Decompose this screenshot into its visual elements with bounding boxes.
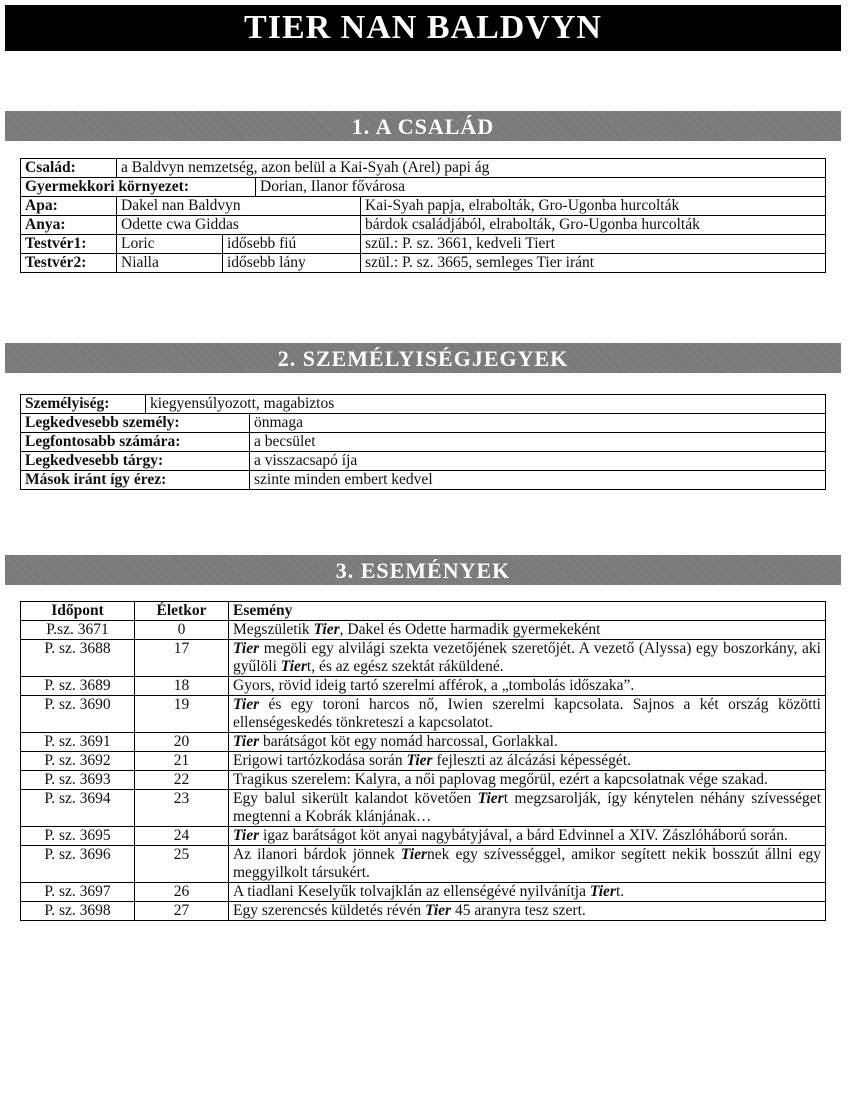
- personality-table: [20, 394, 826, 490]
- event-time: P. sz. 3697: [21, 883, 135, 902]
- event-description: [229, 771, 826, 790]
- event-age: 22: [135, 771, 229, 790]
- event-description: [229, 902, 826, 921]
- section-heading-events: 3. ESEMÉNYEK: [5, 555, 841, 585]
- event-description: [229, 733, 826, 752]
- event-name: Tier: [477, 790, 504, 807]
- table-row: [21, 254, 826, 273]
- section-heading-family: 1. A CSALÁD: [5, 111, 841, 141]
- event-description: [229, 696, 826, 733]
- table-row: [21, 621, 826, 640]
- csalad-label: Család:: [21, 159, 117, 178]
- table-row: [21, 827, 826, 846]
- anya-label: Anya:: [21, 216, 117, 235]
- event-name: Tier: [233, 640, 260, 657]
- section-heading-personality: 2. SZEMÉLYISÉGJEGYEK: [5, 343, 841, 373]
- legfontosabb-label: Legfontosabb számára:: [21, 433, 250, 452]
- event-description: [229, 846, 826, 883]
- csalad-value: a Baldvyn nemzetség, azon belül a Kai-Syah (Arel) papi ág: [117, 159, 826, 178]
- event-age: 23: [135, 790, 229, 827]
- event-description: [229, 827, 826, 846]
- table-row: [21, 677, 826, 696]
- event-name: Tier: [233, 827, 260, 844]
- family-table: [20, 158, 826, 273]
- event-description: [229, 883, 826, 902]
- table-row: [21, 433, 826, 452]
- page-title: TIER NAN BALDVYN: [5, 5, 841, 51]
- table-row: [21, 733, 826, 752]
- table-row: [21, 883, 826, 902]
- event-description: [229, 621, 826, 640]
- sibling1-name: Loric: [117, 235, 223, 254]
- sibling1-relation: idősebb fiú: [223, 235, 361, 254]
- sibling2-name: Nialla: [117, 254, 223, 273]
- table-row: [21, 235, 826, 254]
- table-row: [21, 159, 826, 178]
- event-age: 0: [135, 621, 229, 640]
- event-name: Tier: [233, 733, 260, 750]
- event-text: nek egy szívességgel, amikor segített nekik bosszút állni egy meggyilkolt társukért.: [233, 846, 821, 881]
- table-row: [21, 771, 826, 790]
- col-header-time: Időpont: [21, 602, 135, 621]
- event-time: P. sz. 3698: [21, 902, 135, 921]
- table-row: [21, 752, 826, 771]
- event-name: Tier: [280, 658, 307, 675]
- col-header-event: Esemény: [229, 602, 826, 621]
- event-age: 26: [135, 883, 229, 902]
- events-table: [20, 601, 826, 921]
- event-text: igaz barátságot köt anyai nagybátyjával, a bárd Edvinnel a XIV. Zászlóháború során.: [259, 827, 788, 844]
- apa-note: Kai-Syah papja, elrabolták, Gro-Ugonba hurcolták: [361, 197, 826, 216]
- event-time: P. sz. 3695: [21, 827, 135, 846]
- table-row: [21, 902, 826, 921]
- kedvenc-szemely-label: Legkedvesebb személy:: [21, 414, 250, 433]
- event-text: Megszületik: [233, 621, 314, 638]
- event-name: Tier: [313, 621, 340, 638]
- event-text: Az ilanori bárdok jönnek: [233, 846, 401, 863]
- event-text: Tragikus szerelem: Kalyra, a női paplovag megőrül, ezért a kapcsolatnak vége szakad.: [233, 771, 768, 788]
- event-time: P. sz. 3693: [21, 771, 135, 790]
- table-row: [21, 197, 826, 216]
- event-name: Tier: [233, 696, 260, 713]
- event-name: Tier: [400, 846, 428, 863]
- event-text: Erigowi tartózkodása során: [233, 752, 407, 769]
- event-description: [229, 640, 826, 677]
- event-text: Egy balul sikerült kalandot követően: [233, 790, 478, 807]
- event-age: 17: [135, 640, 229, 677]
- kedvenc-szemely-value: önmaga: [250, 414, 826, 433]
- table-row: [21, 452, 826, 471]
- event-time: P. sz. 3692: [21, 752, 135, 771]
- event-age: 27: [135, 902, 229, 921]
- event-description: [229, 677, 826, 696]
- sibling2-note: szül.: P. sz. 3665, semleges Tier iránt: [361, 254, 826, 273]
- event-time: P. sz. 3696: [21, 846, 135, 883]
- env-value: Dorian, Ilanor fővárosa: [256, 178, 826, 197]
- event-name: Tier: [589, 883, 616, 900]
- event-age: 25: [135, 846, 229, 883]
- event-time: P. sz. 3690: [21, 696, 135, 733]
- szemelyiseg-label: Személyiség:: [21, 395, 146, 414]
- masok-iránt-label: Mások iránt így érez:: [21, 471, 250, 490]
- event-time: P.sz. 3671: [21, 621, 135, 640]
- table-row: [21, 178, 826, 197]
- event-time: P. sz. 3691: [21, 733, 135, 752]
- event-text: Gyors, rövid ideig tartó szerelmi afférok, a „tombolás időszaka”.: [233, 677, 635, 694]
- event-age: 19: [135, 696, 229, 733]
- event-age: 21: [135, 752, 229, 771]
- event-text: t megzsarolják, így kénytelen néhány szívességet megtenni a Kobrák klánjának…: [233, 790, 821, 825]
- event-time: P. sz. 3689: [21, 677, 135, 696]
- env-label: Gyermekkori környezet:: [21, 178, 256, 197]
- event-text: megöli egy alvilági szekta vezetőjének szeretőjét. A vezető (Alyssa) egy boszorkány, aki gyűlöli: [233, 640, 821, 675]
- table-row: [21, 846, 826, 883]
- table-header-row: [21, 602, 826, 621]
- sibling1-note: szül.: P. sz. 3661, kedveli Tiert: [361, 235, 826, 254]
- event-time: P. sz. 3688: [21, 640, 135, 677]
- event-age: 18: [135, 677, 229, 696]
- sibling2-relation: idősebb lány: [223, 254, 361, 273]
- table-row: [21, 414, 826, 433]
- sibling2-label: Testvér2:: [21, 254, 117, 273]
- event-text: t.: [615, 883, 625, 900]
- table-row: [21, 696, 826, 733]
- event-age: 20: [135, 733, 229, 752]
- event-description: [229, 752, 826, 771]
- event-time: P. sz. 3694: [21, 790, 135, 827]
- masok-irant-value: szinte minden embert kedvel: [250, 471, 826, 490]
- event-text: A tiadlani Keselyűk tolvajklán az ellenségévé nyilvánítja: [233, 883, 590, 900]
- apa-label: Apa:: [21, 197, 117, 216]
- sibling1-label: Testvér1:: [21, 235, 117, 254]
- kedvenc-targy-value: a visszacsapó íja: [250, 452, 826, 471]
- event-age: 24: [135, 827, 229, 846]
- apa-name: Dakel nan Baldvyn: [117, 197, 361, 216]
- event-text: fejleszti az álcázási képességét.: [432, 752, 631, 769]
- col-header-age: Életkor: [135, 602, 229, 621]
- event-name: Tier: [406, 752, 433, 769]
- event-description: [229, 790, 826, 827]
- event-text: , Dakel és Odette harmadik gyermekeként: [339, 621, 601, 638]
- event-text: t, és az egész szektát ráküldené.: [306, 658, 504, 675]
- table-row: [21, 395, 826, 414]
- table-row: [21, 640, 826, 677]
- legfontosabb-value: a becsület: [250, 433, 826, 452]
- event-text: barátságot köt egy nomád harcossal, Gorlakkal.: [259, 733, 558, 750]
- event-text: 45 aranyra tesz szert.: [451, 902, 586, 919]
- table-row: [21, 790, 826, 827]
- event-text: és egy toroni harcos nő, Iwien szerelmi kapcsolata. Sajnos a két ország közötti ellenségeskedés tönkreteszi a kapcsolatot.: [233, 696, 821, 731]
- anya-name: Odette cwa Giddas: [117, 216, 361, 235]
- kedvenc-targy-label: Legkedvesebb tárgy:: [21, 452, 250, 471]
- table-row: [21, 471, 826, 490]
- event-name: Tier: [424, 902, 452, 919]
- table-row: [21, 216, 826, 235]
- szemelyiseg-value: kiegyensúlyozott, magabiztos: [146, 395, 826, 414]
- event-text: Egy szerencsés küldetés révén: [233, 902, 425, 919]
- anya-note: bárdok családjából, elrabolták, Gro-Ugonba hurcolták: [361, 216, 826, 235]
